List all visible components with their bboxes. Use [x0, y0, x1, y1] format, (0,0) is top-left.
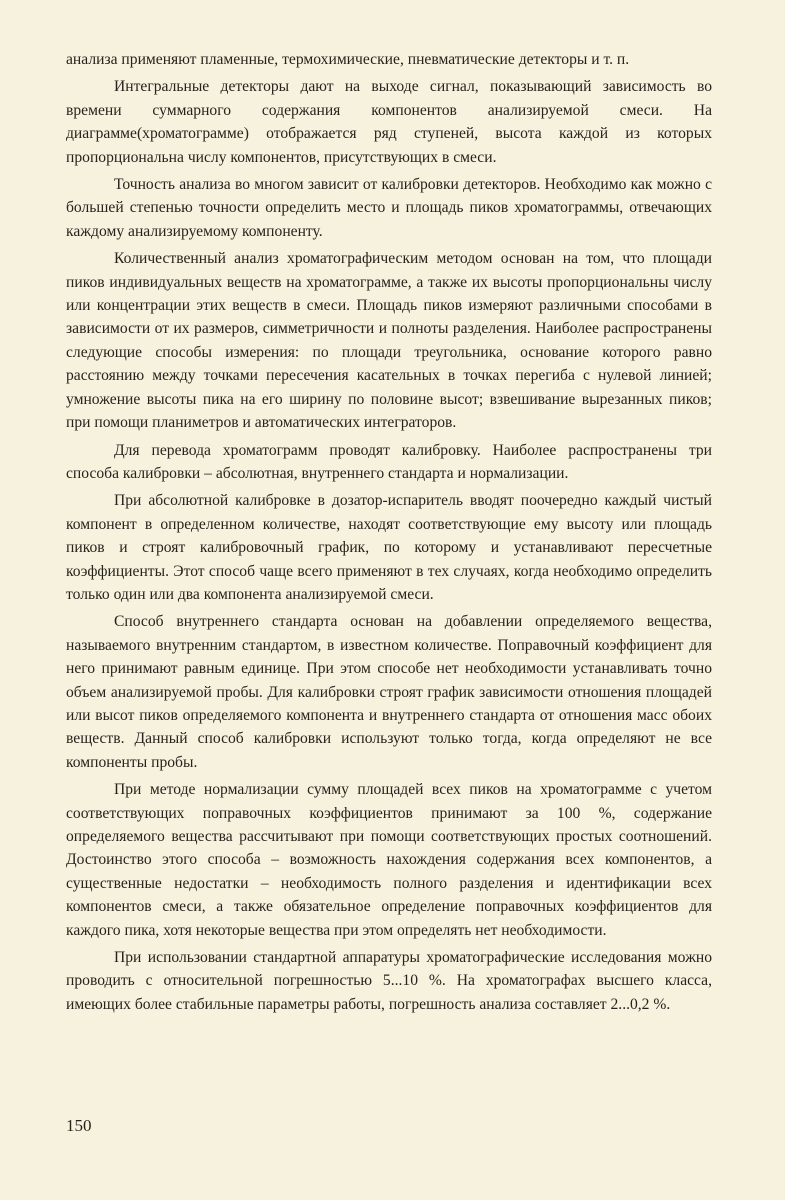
paragraph-integral-detectors: Интегральные детекторы дают на выходе сигнал, показывающий зависимость во времени суммарного содержания компонентов анализируемой смеси. На диаграмме(хроматограмме) отображается ряд ступеней, высота каждой из которых пропорциональна числу компонентов, присутствующих в смеси.: [66, 78, 712, 166]
body-text: [66, 48, 712, 1016]
paragraph-continuation: анализа применяют пламенные, термохимические, пневматические детекторы и т. п.: [66, 51, 630, 68]
paragraph-error: При использовании стандартной аппаратуры хроматографические исследования можно проводить с относительной погрешностью 5...10 %. На хроматографах высшего класса, имеющих более стабильные параметры работы, погрешность анализа составляет 2...0,2 %.: [66, 949, 712, 1013]
paragraph-normalization: При методе нормализации сумму площадей всех пиков на хроматограмме с учетом соответствующих поправочных коэффициентов принимают за 100 %, содержание определяемого вещества рассчитывают при помощи соответствующих простых соотношений. Достоинство этого способа – возможность нахождения содержания всех компонентов, а существенные недостатки – необходимость полного разделения и идентификации всех компонентов смеси, а также обязательное определение поправочных коэффициентов для каждого пика, хотя некоторые вещества при этом определять нет необходимости.: [66, 781, 712, 939]
paragraph-quantitative-analysis: Количественный анализ хроматографическим методом основан на том, что площади пиков индивидуальных веществ на хроматограмме, а также их высоты пропорциональны числу или концентрации этих веществ в смеси. Площадь пиков измеряют различными способами в зависимости от их размеров, симметричности и полноты разделения. Наиболее распространены следующие способы измерения: по площади треугольника, основание которого равно расстоянию между точками пересечения касательных в точках перегиба с нулевой линией; умножение высоты пика на его ширину по половине высот; взвешивание вырезанных пиков; при помощи планиметров и автоматических интеграторов.: [66, 250, 712, 432]
paragraph-internal-standard: Способ внутреннего стандарта основан на добавлении определяемого вещества, называемого внутренним стандартом, в известном количестве. Поправочный коэффициент для него принимают равным единице. При этом способе нет необходимости устанавливать точно объем анализируемой пробы. Для калибровки строят график зависимости отношения площадей или высот пиков определяемого компонента и внутреннего стандарта от отношения масс обоих веществ. Данный способ калибровки используют только тогда, когда определяют не все компоненты пробы.: [66, 613, 712, 771]
paragraph-calibration-methods: Для перевода хроматограмм проводят калибровку. Наиболее распространены три способа калибровки – абсолютная, внутреннего стандарта и нормализации.: [66, 441, 712, 482]
page-number: 150: [66, 1116, 92, 1135]
paragraph-absolute-calibration: При абсолютной калибровке в дозатор-испаритель вводят поочередно каждый чистый компонент в определенном количестве, находят соответствующие ему высоту или площадь пиков и строят калибровочный график, по которому и устанавливают пересчетные коэффициенты. Этот способ чаще всего применяют в тех случаях, когда необходимо определить только один или два компонента анализируемой смеси.: [66, 492, 712, 603]
paragraph-accuracy: Точность анализа во многом зависит от калибровки детекторов. Необходимо как можно с большей степенью точности определить место и площадь пиков хроматограммы, отвечающих каждому анализируемому компоненту.: [66, 176, 712, 240]
